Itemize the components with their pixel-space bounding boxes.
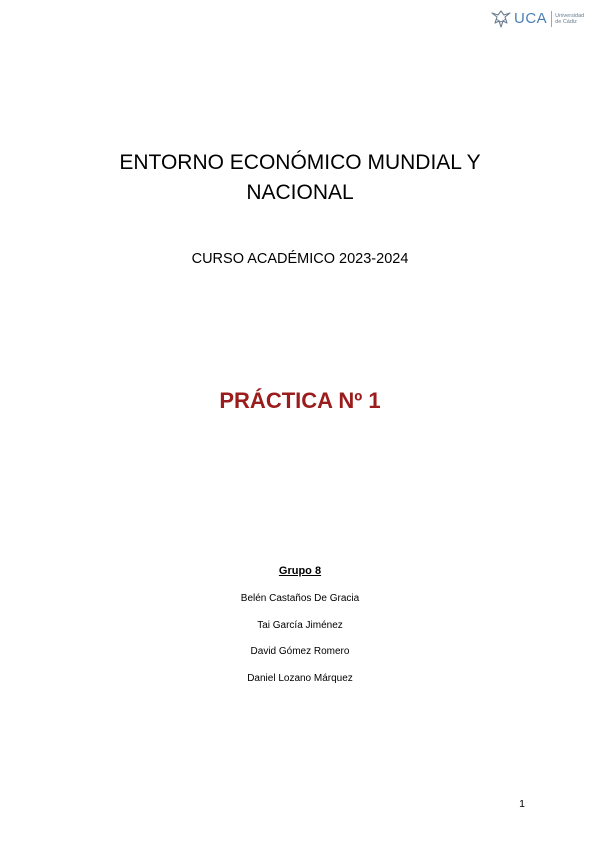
logo-university-name — [555, 13, 584, 26]
uca-emblem-icon — [490, 9, 512, 29]
logo-acronym: UCA — [514, 10, 548, 27]
academic-year: CURSO ACADÉMICO 2023-2024 — [191, 251, 409, 267]
title-line-1: ENTORNO ECONÓMICO MUNDIAL Y — [119, 151, 481, 174]
group-member: David Gómez Romero — [250, 646, 350, 657]
university-logo — [490, 8, 590, 30]
page-number: 1 — [519, 798, 525, 810]
title-line-2: NACIONAL — [246, 181, 354, 204]
group-heading: Grupo 8 — [278, 565, 322, 577]
group-member: Tai García Jiménez — [257, 619, 343, 631]
logo-name-line-2: de Cádiz — [555, 19, 577, 25]
practice-title: PRÁCTICA Nº 1 — [219, 388, 381, 413]
document-title — [0, 148, 600, 208]
group-member: Daniel Lozano Márquez — [247, 672, 353, 684]
logo-name-line-1: Universidad — [555, 12, 585, 19]
group-member: Belén Castaños De Gracia — [240, 593, 360, 604]
group-members-list — [0, 592, 600, 698]
logo-divider — [551, 11, 552, 27]
